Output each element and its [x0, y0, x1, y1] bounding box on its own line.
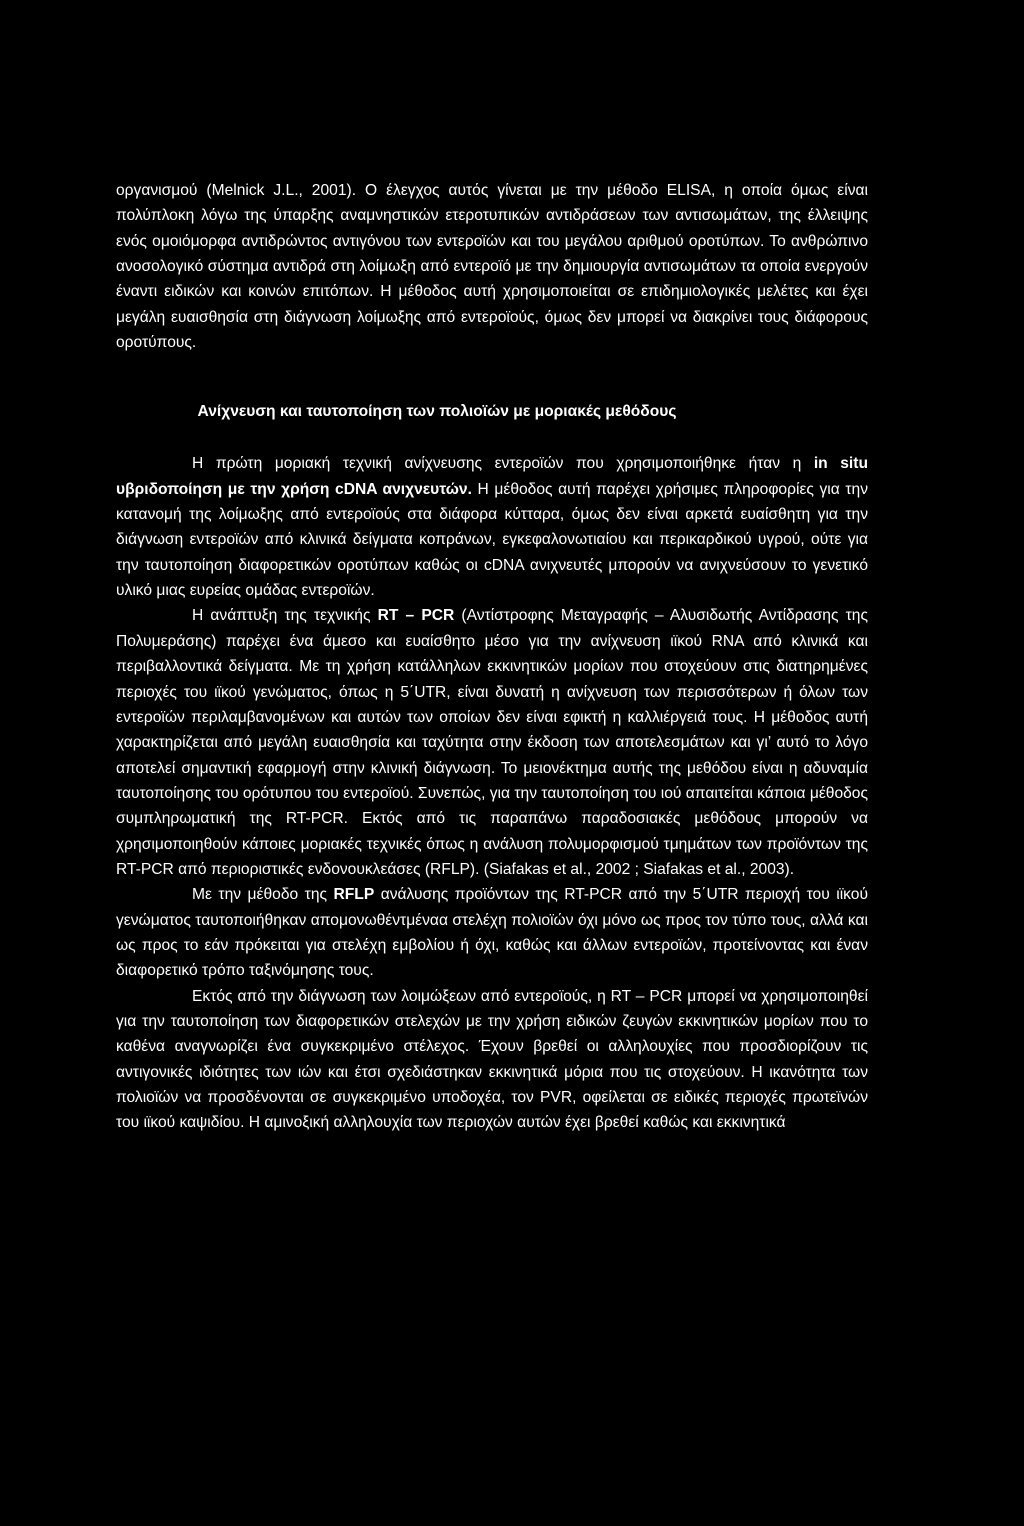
paragraph-rt-pcr-pre: Η ανάπτυξη της τεχνικής [192, 607, 378, 625]
paragraph-rflp-post: ανάλυσης προϊόντων της RT-PCR από την 5΄UTR περιοχή του ιϊκού γενώματος ταυτοποιήθηκαν απομονωθέντμέναα στελέχη πολιοϊών όχι μόνο ως προς τον τύπο τους, αλλά και ως προς το εάν πρόκειται για στελέχη εμβολίου ή όχι, καθώς και άλλων εντεροϊών, προτείνοντας και έναν διαφορετικό τρόπο ταξινόμησης τους. [116, 886, 868, 980]
paragraph-strain-identification [116, 984, 868, 1136]
paragraph-intro-text: οργανισμού (Melnick J.L., 2001). Ο έλεγχος αυτός γίνεται με την μέθοδο ELISA, η οποία όμως είναι πολύπλοκη λόγω της ύπαρξης αναμνηστικών ετεροτυπικών αντιδράσεων των αντισωμάτων, της έλλειψης ενός ομοιόμορφα αντιδρώντος αντιγόνου των εντεροϊών και του μεγάλου αριθμού οροτύπων. Το ανθρώπινο ανοσολογικό σύστημα αντιδρά στη λοίμωξη από εντεροϊό με την δημιουργία αντισωμάτων τα οποία ενεργούν έναντι ειδικών και κοινών επιτόπων. Η μέθοδος αυτή χρησιμοποιείται σε επιδημιολογικές μελέτες και έχει μεγάλη ευαισθησία στη διάγνωση λοίμωξης από εντεροϊούς, όμως δεν μπορεί να διακρίνει τους διάφορους οροτύπους. [116, 182, 868, 352]
paragraph-rflp [116, 882, 868, 983]
paragraph-in-situ-post: Η μέθοδος αυτή παρέχει χρήσιμες πληροφορίες για την κατανομή της λοίμωξης από εντεροϊούς στα διάφορα κύτταρα, όμως δεν είναι αρκετά ευαίσθητη για την διάγνωση εντεροϊών από κλινικά δείγματα κοπράνων, εγκεφαλονωτιαίου και περικαρδικού υγρού, ούτε για την ταυτοποίηση διαφορετικών οροτύπων καθώς οι cDNA ανιχνευτές μπορούν να ανιχνεύσουν το γενετικό υλικό μιας ευρείας ομάδας εντεροϊών. [116, 480, 869, 600]
paragraph-in-situ [116, 451, 868, 603]
paragraph-rt-pcr-bold: RT – PCR [377, 607, 455, 625]
document-body [116, 178, 868, 1136]
paragraph-rflp-pre: Με την μέθοδο της [192, 886, 334, 904]
paragraph-rt-pcr [116, 603, 868, 882]
paragraph-strain-identification-text: Εκτός από την διάγνωση των λοιμώξεων από εντεροϊούς, η RT – PCR μπορεί να χρησιμοποιηθεί για την ταυτοποίηση των διαφορετικών στελεχών με την χρήση ειδικών ζευγών εκκινητικών μορίων που το καθένα αναγνωρίζει ένα συγκεκριμένο στέλεχος. Έχουν βρεθεί οι αλληλουχίες που προσδιορίζουν τις αντιγονικές ιδιότητες των ιών και έτσι σχεδιάστηκαν εκκινητικά μόρια που τις στοχεύουν. Η ικανότητα των πολιοϊών να προσδένονται σε συγκεκριμένο υποδοχέα, τον PVR, οφείλεται σε ειδικές περιοχές πρωτεϊνών του ιϊκού καψιδίου. Η αμινοξική αλληλουχία των περιοχών αυτών έχει βρεθεί καθώς και εκκινητικά [116, 987, 868, 1132]
paragraph-rflp-bold: RFLP [333, 886, 375, 904]
section-heading: Ανίχνευση και ταυτοποίηση των πολιοϊών με μοριακές μεθόδους [197, 403, 677, 421]
paragraph-in-situ-bold: in situ υβριδοποίηση με την χρήση cDNA ανιχνευτών. [116, 455, 868, 498]
paragraph-intro [116, 178, 868, 355]
paragraph-in-situ-pre: Η πρώτη μοριακή τεχνική ανίχνευσης εντεροϊών που χρησιμοποιήθηκε ήταν η [192, 455, 814, 473]
paragraph-rt-pcr-post: (Αντίστροφης Μεταγραφής – Αλυσιδωτής Αντίδρασης της Πολυμεράσης) παρέχει ένα άμεσο και ευαίσθητο μέσο για την ανίχνευση ιϊκού RNA από κλινικά και περιβαλλοντικά δείγματα. Με τη χρήση κατάλληλων εκκινητικών μορίων που στοχεύουν στις διατηρημένες περιοχές του ιϊκού γενώματος, όπως η 5΄UTR, είναι δυνατή η ανίχνευση των περισσότερων ή όλων των εντεροϊών περιλαμβανομένων και αυτών των οποίων δεν είναι εφικτή η καλλιέργειά τους. Η μέθοδος αυτή χαρακτηρίζεται από μεγάλη ευαισθησία και ταχύτητα στην έκδοση των αποτελεσμάτων και γι’ αυτό το λόγο αποτελεί σημαντική εφαρμογή στην κλινική διάγνωση. Το μειονέκτημα αυτής της μεθόδου είναι η αδυναμία ταυτοποίησης του ορότυπου του εντεροϊού. Συνεπώς, για την ταυτοποίηση του ιού απαιτείται κάποια μέθοδος συμπληρωματική της RT-PCR. Εκτός από τις παραπάνω παραδοσιακές μεθόδους μπορούν να χρησιμοποιηθούν κάποιες μοριακές τεχνικές όπως η ανάλυση πολυμορφισμού τμημάτων των προϊόντων της RT-PCR από περιοριστικές ενδονουκλεάσες (RFLP). (Siafakas et al., 2002 ; Siafakas et al., 2003). [116, 607, 868, 878]
